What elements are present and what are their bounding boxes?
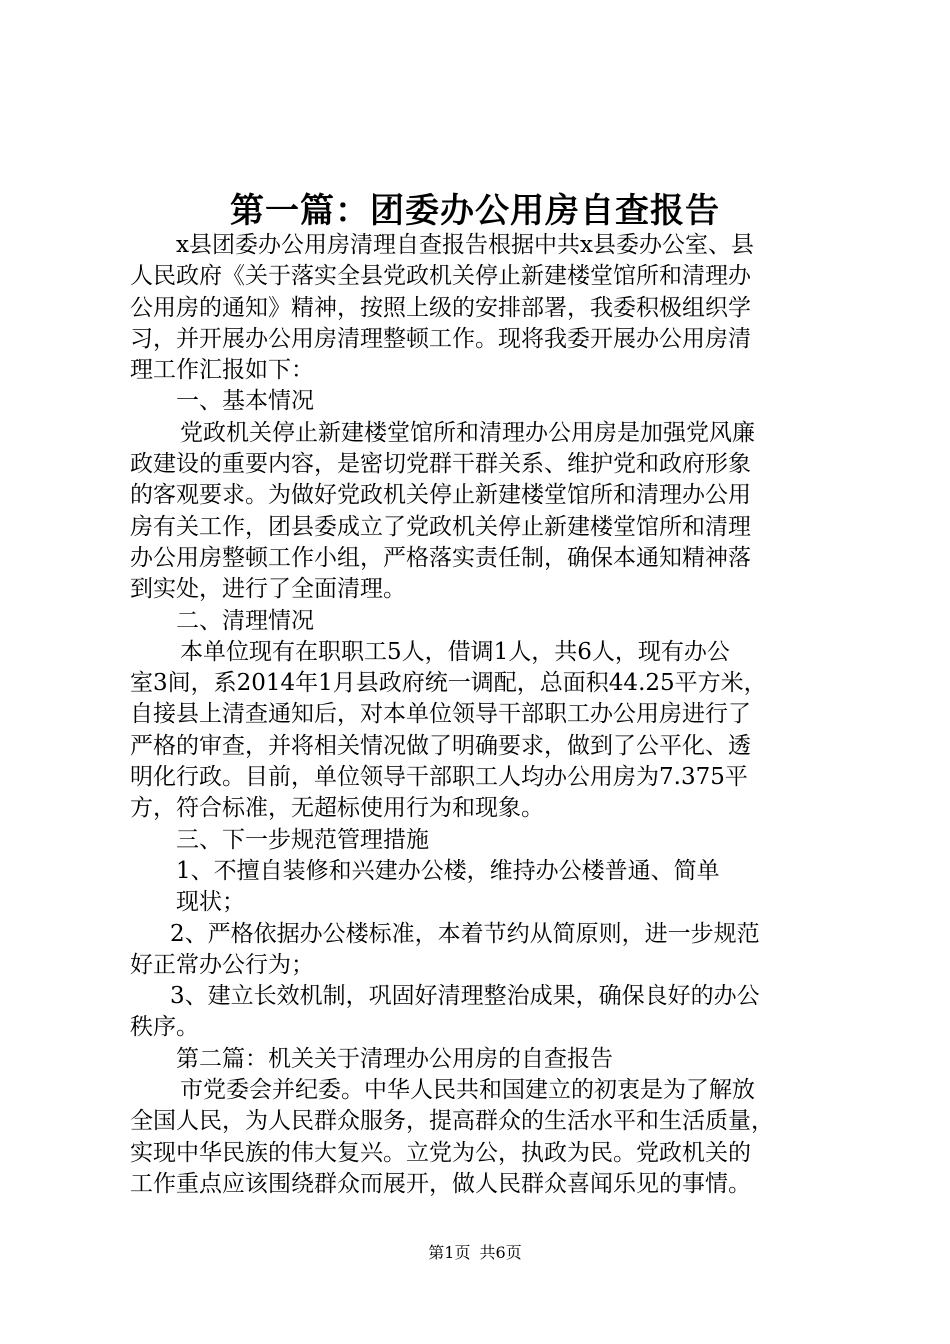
document-title: 第一篇：团委办公用房自查报告 — [230, 191, 720, 231]
paragraph-line: 秩序。 — [130, 1014, 199, 1041]
paragraph-line: 市党委会并纪委。中华人民共和国建立的初衷是为了解放 — [180, 1077, 755, 1104]
page-total: 共6页 — [479, 1243, 522, 1262]
section-heading: 一、基本情况 — [176, 388, 314, 415]
page-footer — [0, 1240, 950, 1263]
paragraph-line: 室3间，系2014年1月县政府统一调配，总面积44.25平方米， — [130, 670, 767, 697]
document-body — [130, 230, 835, 1200]
paragraph-line: 现状； — [176, 889, 245, 916]
paragraph-line: 党政机关停止新建楼堂馆所和清理办公用房是加强党风廉 — [180, 419, 755, 446]
paragraph-line: 本单位现有在职职工5人，借调1人，共6人，现有办公 — [180, 638, 730, 665]
paragraph-line: 实现中华民族的伟大复兴。立党为公，执政为民。党政机关的 — [130, 1139, 751, 1166]
paragraph-line: 习，并开展办公用房清理整顿工作。现将我委开展办公用房清 — [130, 325, 751, 352]
paragraph-line: 明化行政。目前，单位领导干部职工人均办公用房为7.375平 — [130, 764, 748, 791]
list-item: 2、严格依据办公楼标准，本着节约从简原则，进一步规范 — [170, 920, 760, 947]
paragraph-line: 人民政府《关于落实全县党政机关停止新建楼堂馆所和清理办 — [130, 263, 751, 290]
paragraph-line: 到实处，进行了全面清理。 — [130, 576, 406, 603]
paragraph-line: 好正常办公行为； — [130, 951, 314, 978]
paragraph-line: 全国人民，为人民群众服务，提高群众的生活水平和生活质量， — [130, 1108, 774, 1135]
paragraph-line: 工作重点应该围绕群众而展开，做人民群众喜闻乐见的事情。 — [130, 1170, 751, 1197]
paragraph-line: x县团委办公用房清理自查报告根据中共x县委办公室、县 — [176, 232, 754, 258]
paragraph-line: 理工作汇报如下： — [130, 357, 314, 384]
paragraph-line: 方，符合标准，无超标使用行为和现象。 — [130, 795, 544, 822]
paragraph-line: 严格的审查，并将相关情况做了明确要求，做到了公平化、透 — [130, 732, 751, 759]
paragraph-line: 办公用房整顿工作小组，严格落实责任制，确保本通知精神落 — [130, 544, 751, 571]
paragraph-line: 公用房的通知》精神，按照上级的安排部署，我委积极组织学 — [130, 294, 751, 321]
section-heading: 三、下一步规范管理措施 — [176, 826, 429, 853]
section-heading: 二、清理情况 — [176, 607, 314, 634]
paragraph-line: 的客观要求。为做好党政机关停止新建楼堂馆所和清理办公用 — [130, 482, 751, 509]
list-item: 3、建立长效机制，巩固好清理整治成果，确保良好的办公 — [170, 983, 760, 1010]
list-item: 1、不擅自装修和兴建办公楼，维持办公楼普通、简单 — [176, 857, 720, 884]
paragraph-line: 房有关工作，团县委成立了党政机关停止新建楼堂馆所和清理 — [130, 513, 751, 540]
paragraph-line: 政建设的重要内容，是密切党群干群关系、维护党和政府形象 — [130, 451, 751, 478]
page-number: 第1页 — [428, 1243, 471, 1262]
paragraph-line: 自接县上清查通知后，对本单位领导干部职工办公用房进行了 — [130, 701, 751, 728]
section-heading: 第二篇：机关关于清理办公用房的自查报告 — [176, 1045, 613, 1072]
